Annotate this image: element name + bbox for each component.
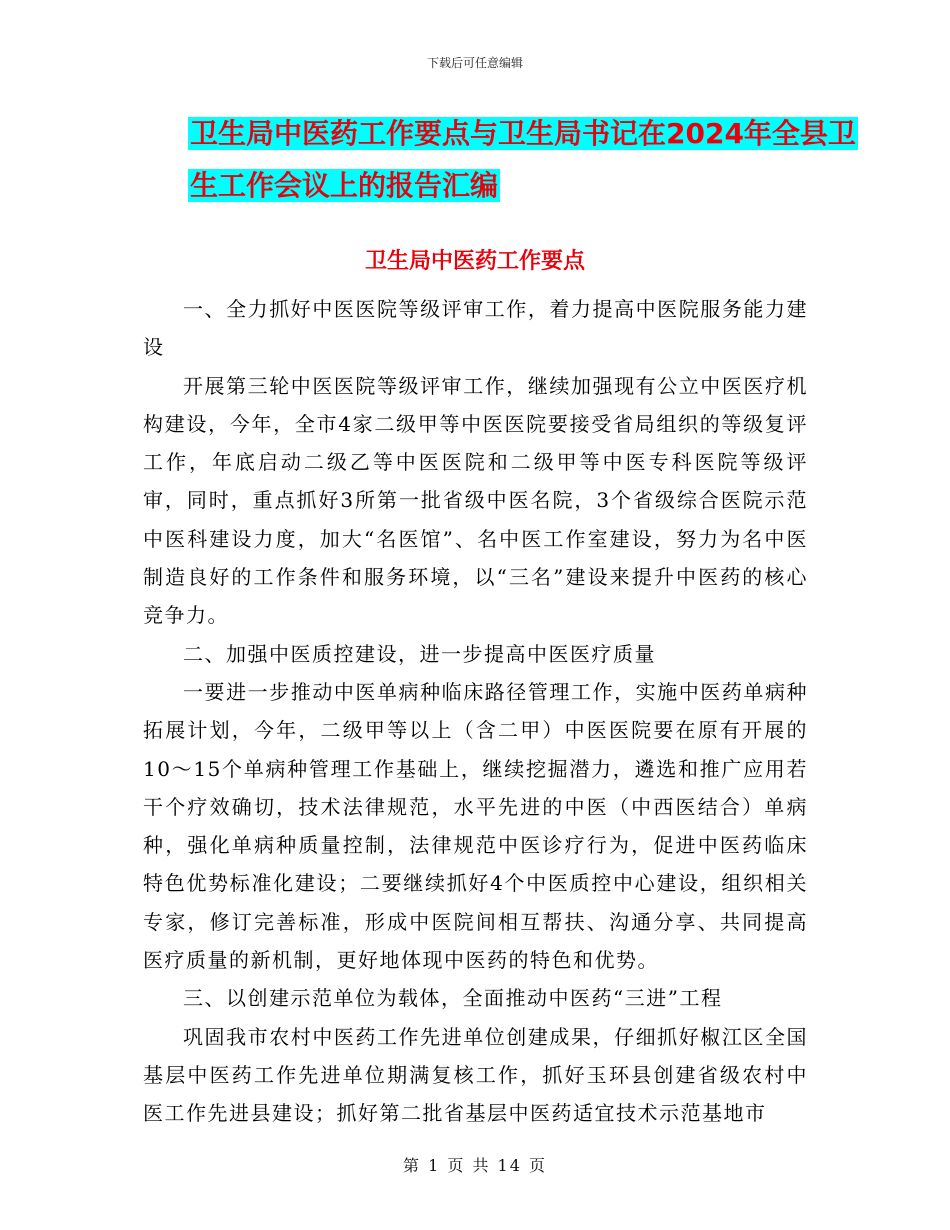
heading-2: 二、加强中医质控建设，进一步提高中医医疗质量	[183, 641, 656, 666]
title-line-1: 卫生局中医药工作要点与卫生局书记在2024年全县卫	[190, 117, 856, 150]
document-body	[143, 290, 808, 1133]
heading-1: 一、全力抓好中医医院等级评审工作，着力提高中医院服务能力建设	[143, 297, 808, 360]
heading-3: 三、以创建示范单位为载体，全面推动中医药“三进”工程	[183, 986, 723, 1011]
paragraph-2: 一要进一步推动中医单病种临床路径管理工作，实施中医药单病种拓展计划，今年，二级甲等以上（含二甲）中医医院要在原有开展的10～15个单病种管理工作基础上，继续挖掘潜力，遴选和推广应用若干个疗效确切，技术法律规范，水平先进的中医（中西医结合）单病种，强化单病种质量控制，法律规范中医诊疗行为，促进中医药临床特色优势标准化建设；二要继续抓好4个中医质控中心建设，组织相关专家，修订完善标准，形成中医院间相互帮扶、沟通分享、共同提高医疗质量的新机制，更好地体现中医药的特色和优势。	[143, 679, 808, 973]
paragraph-3: 巩固我市农村中医药工作先进单位创建成果，仔细抓好椒江区全国基层中医药工作先进单位期满复核工作，抓好玉环县创建省级农村中医工作先进县建设；抓好第二批省基层中医药适宜技术示范基地市	[143, 1024, 808, 1126]
document-title	[0, 108, 950, 212]
header-note: 下载后可任意编辑	[426, 56, 523, 70]
title-line-2: 生工作会议上的报告汇编	[190, 169, 499, 202]
paragraph-1: 开展第三轮中医医院等级评审工作，继续加强现有公立中医医疗机构建设，今年，全市4家二级甲等中医医院要接受省局组织的等级复评工作，年底启动二级乙等中医医院和二级甲等中医专科医院等级评审，同时，重点抓好3所第一批省级中医名院，3个省级综合医院示范中医科建设力度，加大“名医馆”、名中医工作室建设，努力为名中医制造良好的工作条件和服务环境，以“三名”建设来提升中医药的核心竞争力。	[143, 373, 808, 628]
page-number-footer: 第 1 页 共 14 页	[403, 1156, 547, 1175]
section-title: 卫生局中医药工作要点	[364, 249, 585, 274]
